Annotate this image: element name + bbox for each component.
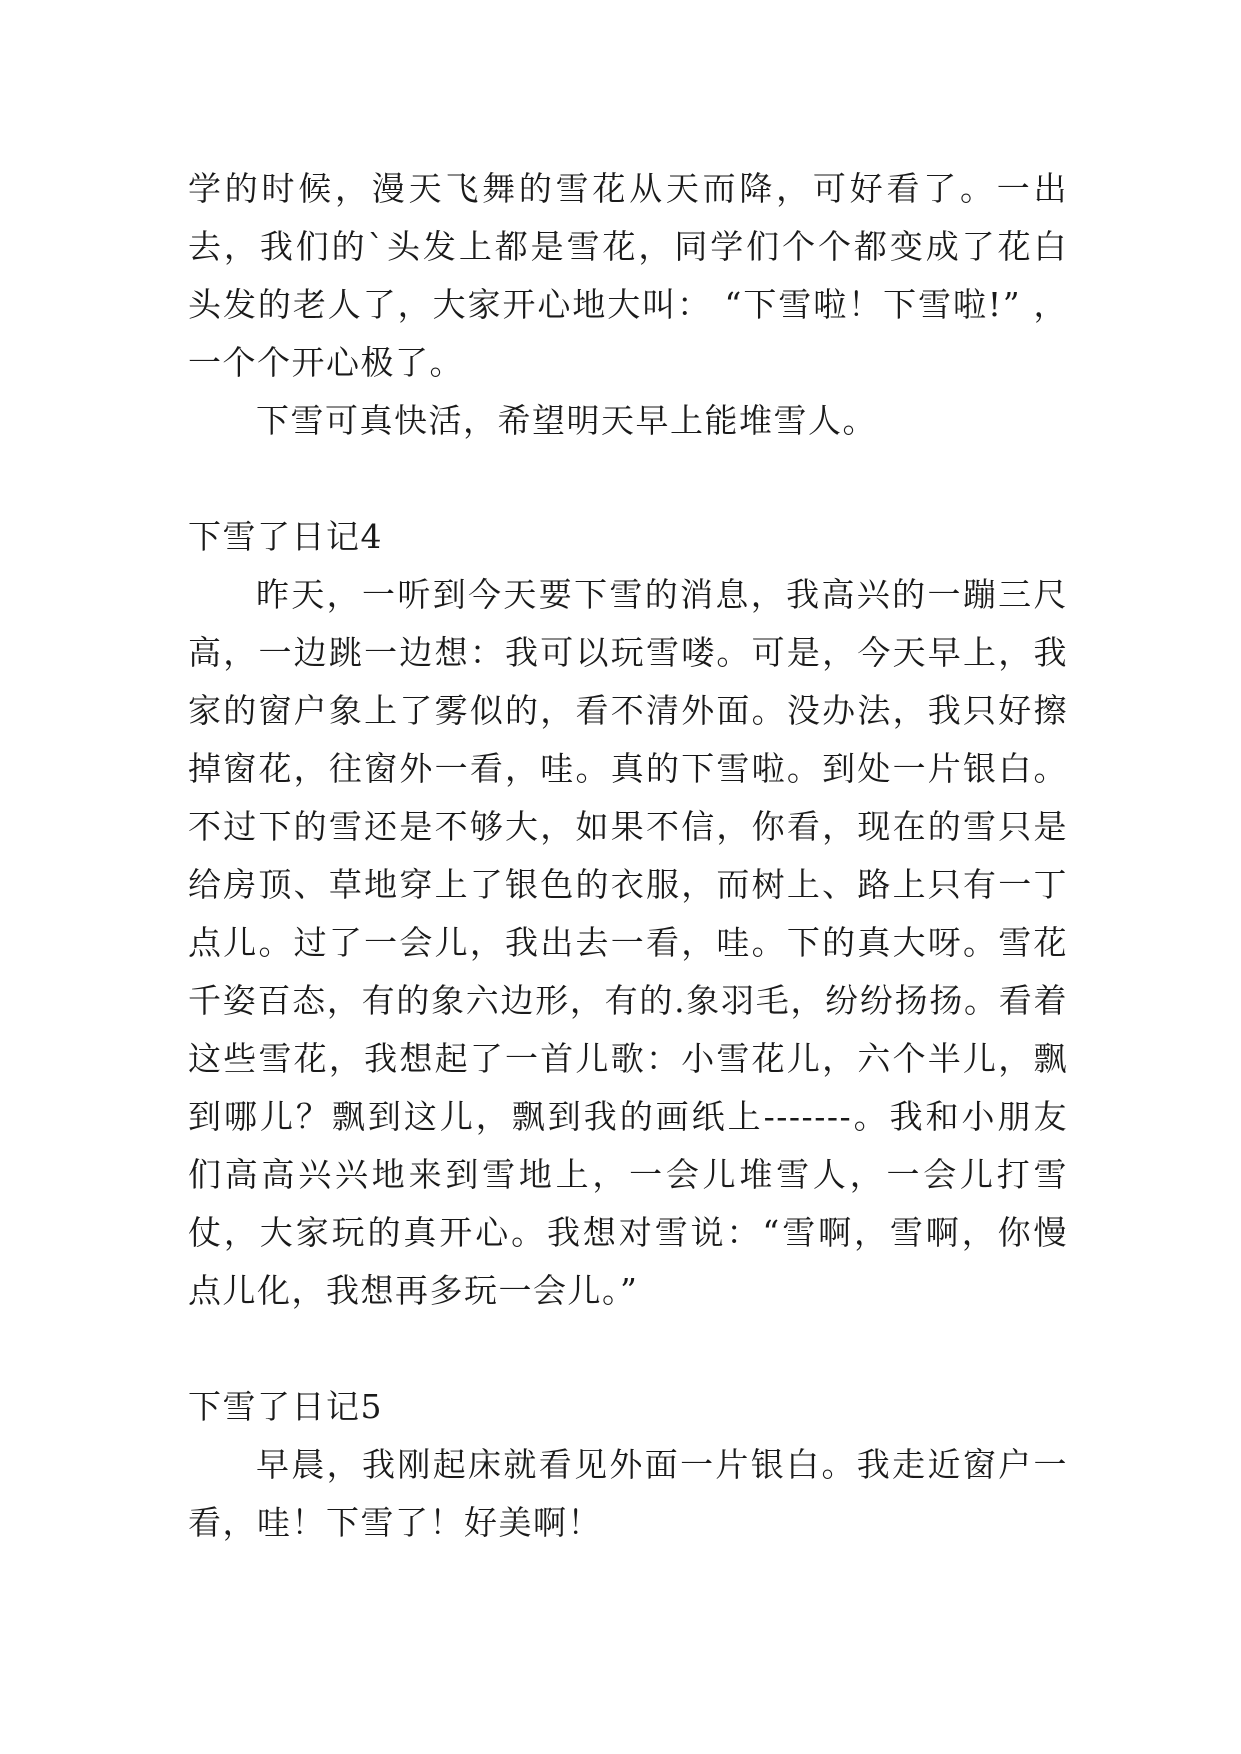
section-heading-diary-4: 下雪了日记4: [188, 517, 383, 556]
document-page: [188, 160, 1068, 1552]
paragraph-wish: 下雪可真快活，希望明天早上能堆雪人。: [256, 401, 877, 440]
section-gap: [188, 1320, 1068, 1378]
section-gap: [188, 450, 1068, 508]
paragraph-diary-4: 昨天，一听到今天要下雪的消息，我高兴的一蹦三尺高，一边跳一边想：我可以玩雪喽。可是，今天早上，我家的窗户象上了雾似的，看不清外面。没办法，我只好擦掉窗花，往窗外一看，哇。真的下雪啦。到处一片银白。不过下的雪还是不够大，如果不信，你看，现在的雪只是给房顶、草地穿上了银色的衣服，而树上、路上只有一丁点儿。过了一会儿，我出去一看，哇。下的真大呀。雪花千姿百态，有的象六边形，有的.象羽毛，纷纷扬扬。看着这些雪花，我想起了一首儿歌：小雪花儿，六个半儿，飘到哪儿？飘到这儿，飘到我的画纸上-------。我和小朋友们高高兴兴地来到雪地上，一会儿堆雪人，一会儿打雪仗，大家玩的真开心。我想对雪说：“雪啊，雪啊，你慢点儿化，我想再多玩一会儿。”: [188, 575, 1068, 1310]
paragraph-diary-5: 早晨，我刚起床就看见外面一片银白。我走近窗户一看，哇！下雪了！好美啊！: [188, 1445, 1068, 1542]
section-heading-diary-5: 下雪了日记5: [188, 1387, 383, 1426]
paragraph-continued: 学的时候，漫天飞舞的雪花从天而降，可好看了。一出去，我们的`头发上都是雪花，同学们个个都变成了花白头发的老人了，大家开心地大叫： “下雪啦！下雪啦!” ，一个个开心极了。: [188, 169, 1068, 382]
